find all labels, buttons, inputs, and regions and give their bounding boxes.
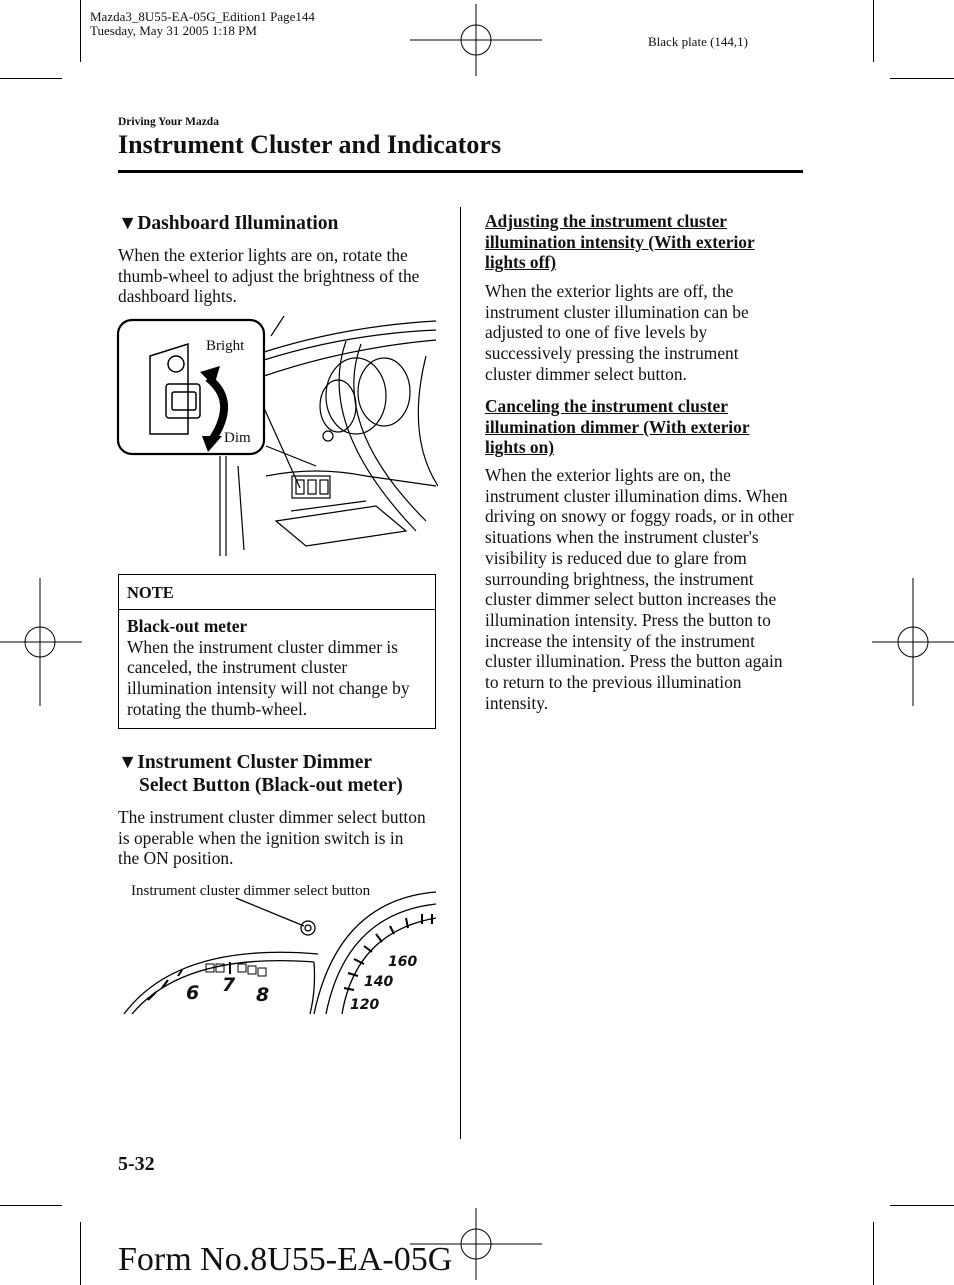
paragraph-canceling: When the exterior lights are on, the instrument cluster illumination dims. When driving on snowy or foggy roads, or in other situations when the instrument cluster's visibility is reduced due to glare from surrounding brightness, the instrument cluster dimmer select button increases the illumination intensity. Press the button to increase the intensity of the instrument cluster illumination. Press the button again to return to the previous illumination intensity. bbox=[485, 465, 794, 713]
speed-label-160: 160 bbox=[388, 954, 418, 970]
section-label: Driving Your Mazda bbox=[118, 116, 219, 128]
heading-text-line2: Select Button (Black-out meter) bbox=[139, 775, 403, 796]
note-body bbox=[119, 610, 435, 728]
label-dim: Dim bbox=[224, 430, 251, 446]
figure-gauges bbox=[118, 880, 438, 1020]
dashboard-illustration bbox=[116, 316, 438, 558]
gauge-illustration bbox=[118, 880, 438, 1020]
heading-adjusting: Adjusting the instrument cluster illumination intensity (With exterior lights off) bbox=[485, 211, 755, 273]
note-box bbox=[118, 574, 436, 729]
speed-label-140: 140 bbox=[364, 974, 394, 990]
tach-label-7: 7 bbox=[222, 974, 236, 996]
figure-caption: Instrument cluster dimmer select button bbox=[131, 883, 371, 899]
page-title: Instrument Cluster and Indicators bbox=[118, 130, 502, 159]
registration-mark-right bbox=[872, 578, 954, 706]
tach-label-6: 6 bbox=[186, 982, 200, 1004]
title-rule bbox=[118, 170, 803, 173]
note-text: When the instrument cluster dimmer is canceled, the instrument cluster illumination intensity will not change by rotating the thumb-wheel. bbox=[127, 636, 410, 719]
heading-dashboard-illumination bbox=[118, 212, 448, 235]
paragraph-dashboard: When the exterior lights are on, rotate the thumb-wheel to adjust the brightness of the dashboard lights. bbox=[118, 245, 420, 307]
registration-mark-top bbox=[410, 4, 542, 76]
triangle-icon: ▼ bbox=[118, 752, 138, 773]
heading-text-line1: Instrument Cluster Dimmer bbox=[137, 752, 372, 773]
note-label: NOTE bbox=[119, 575, 435, 610]
slug-file-line: Mazda3_8U55-EA-05G_Edition1 Page144 bbox=[90, 9, 315, 24]
speed-label-120: 120 bbox=[350, 997, 380, 1013]
label-bright: Bright bbox=[206, 338, 245, 354]
note-title: Black-out meter bbox=[127, 616, 248, 636]
slug-date-line: Tuesday, May 31 2005 1:18 PM bbox=[90, 23, 257, 38]
paragraph-dimmer-select: The instrument cluster dimmer select button is operable when the ignition switch is in the ON position. bbox=[118, 807, 426, 869]
slug-plate: Black plate (144,1) bbox=[648, 34, 748, 49]
tach-label-8: 8 bbox=[256, 984, 270, 1006]
triangle-icon: ▼ bbox=[118, 213, 138, 234]
column-divider bbox=[460, 207, 461, 1139]
paragraph-adjusting: When the exterior lights are off, the instrument cluster illumination can be adjusted to one of five levels by successively pressing the instrument cluster dimmer select button. bbox=[485, 281, 749, 384]
form-number: Form No.8U55-EA-05G bbox=[118, 1241, 453, 1278]
heading-canceling: Canceling the instrument cluster illumination dimmer (With exterior lights on) bbox=[485, 396, 750, 458]
page-number: 5-32 bbox=[118, 1153, 155, 1175]
registration-mark-left bbox=[0, 578, 82, 706]
figure-dashboard-thumbwheel bbox=[116, 316, 438, 558]
heading-dimmer-select bbox=[118, 751, 448, 797]
heading-text: Dashboard Illumination bbox=[137, 213, 339, 234]
